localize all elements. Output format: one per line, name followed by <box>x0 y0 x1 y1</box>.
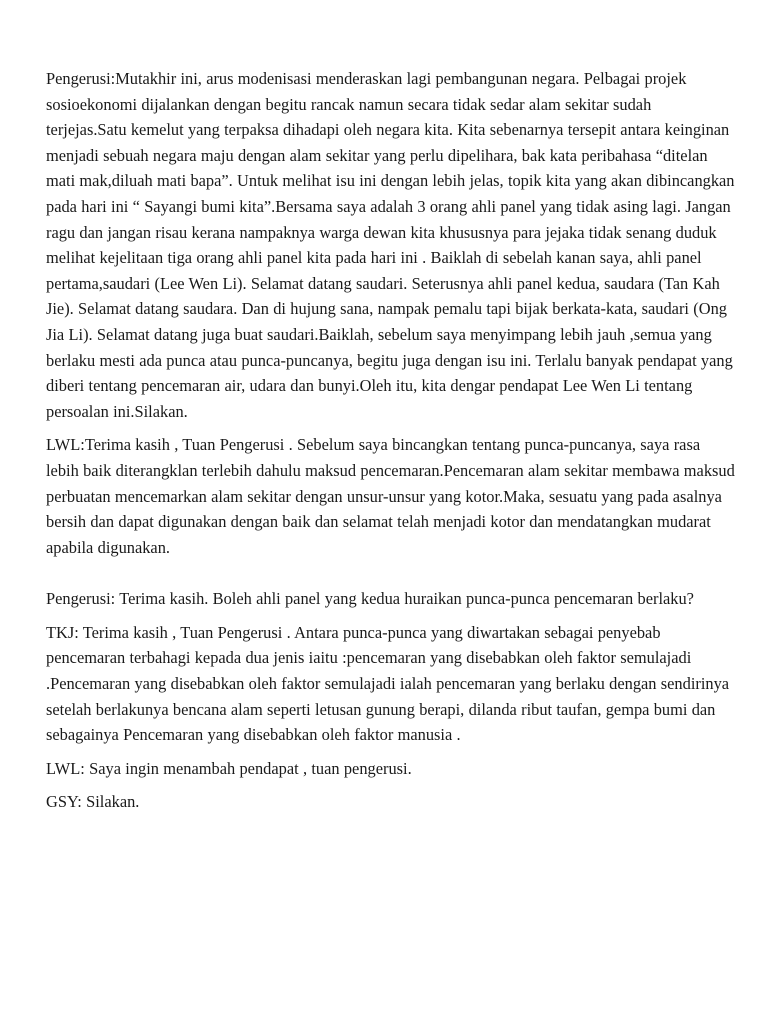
paragraph-spacer <box>46 560 736 586</box>
paragraph-spacer <box>46 424 736 432</box>
paragraph-chairman-intro: Pengerusi:Mutakhir ini, arus modenisasi menderaskan lagi pembangunan negara. Pelbagai projek sosioekonomi dijalankan dengan begitu rancak namun secara tidak sedar alam sekitar sudah terjejas.Satu kemelut yang terpaksa dihadapi oleh negara kita. Kita sebenarnya tersepit antara keinginan menjadi sebuah negara maju dengan alam sekitar yang perlu dipelihara, bak kata peribahasa “ditelan mati mak,diluah mati bapa”. Untuk melihat isu ini dengan lebih jelas, topik kita yang akan dibincangkan pada hari ini “ Sayangi bumi kita”.Bersama saya adalah 3 orang ahli panel yang tidak asing lagi. Jangan ragu dan jangan risau kerana nampaknya warga dewan kita khususnya para jejaka tidak senang duduk melihat kejelitaan tiga orang ahli panel kita pada hari ini . Baiklah di sebelah kanan saya, ahli panel pertama,saudari (Lee Wen Li). Selamat datang saudari. Seterusnya ahli panel kedua, saudara (Tan Kah Jie). Selamat datang saudara. Dan di hujung sana, nampak pemalu tapi bijak berkata-kata, saudari (Ong Jia Li). Selamat datang juga buat saudari.Baiklah, sebelum saya menyimpang lebih jauh ,semua yang berlaku mesti ada punca atau punca-puncanya, begitu juga dengan isu ini. Terlalu banyak pendapat yang diberi tentang pencemaran air, udara dan bunyi.Oleh itu, kita dengar pendapat Lee Wen Li tentang persoalan ini.Silakan. <box>46 69 735 421</box>
paragraph-tkj-causes: TKJ: Terima kasih , Tuan Pengerusi . Antara punca-punca yang diwartakan sebagai penyebab pencemaran terbahagi kepada dua jenis iaitu :pencemaran yang disebabkan oleh faktor semulajadi .Pencemaran yang disebabkan oleh faktor semulajadi ialah pencemaran yang berlaku dengan sendirinya setelah berlakunya bencana alam seperti letusan gunung berapi, dilanda ribut taufan, gempa bumi dan sebagainya Pencemaran yang disebabkan oleh faktor manusia . <box>46 622 730 745</box>
paragraph-spacer <box>46 781 736 789</box>
paragraph-lwl-definition: LWL:Terima kasih , Tuan Pengerusi . Sebelum saya bincangkan tentang punca-puncanya, saya rasa lebih baik diterangklan terlebih dahulu maksud pencemaran.Pencemaran alam sekitar membawa maksud perbuatan mencemarkan alam sekitar dengan unsur-unsur yang kotor.Maka, sesuatu yang pada asalnya bersih dan dapat digunakan dengan baik dan selamat telah menjadi kotor dan mendatangkan mudarat apabila digunakan. <box>46 435 735 557</box>
paragraph-spacer <box>46 748 736 756</box>
paragraph-chairman-question: Pengerusi: Terima kasih. Boleh ahli panel yang kedua huraikan punca-punca pencemaran berlaku? <box>46 589 694 609</box>
paragraph-spacer <box>46 612 736 620</box>
paragraph-lwl-add: LWL: Saya ingin menambah pendapat , tuan pengerusi. <box>46 758 412 778</box>
document-page <box>46 66 736 815</box>
paragraph-gsy-reply: GSY: Silakan. <box>46 792 140 812</box>
